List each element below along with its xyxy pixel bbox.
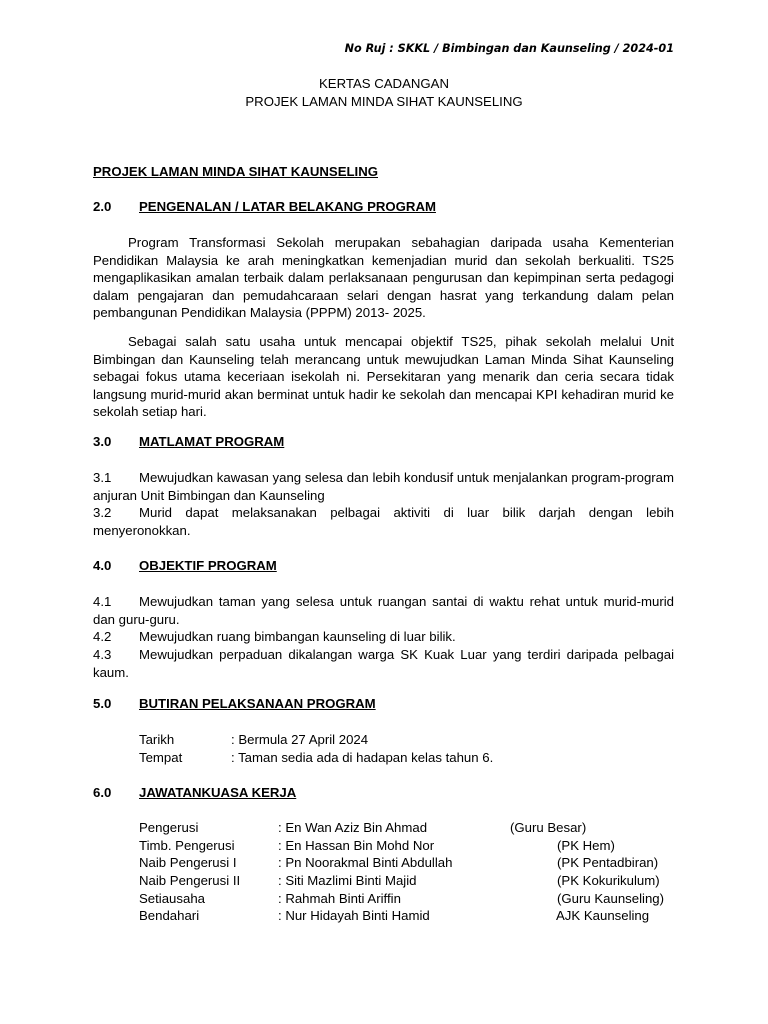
committee-role: Naib Pengerusi II xyxy=(139,873,241,888)
committee-row xyxy=(0,819,768,837)
section-heading xyxy=(93,558,674,573)
committee-row xyxy=(0,907,768,925)
item-number: 4.1 xyxy=(93,594,112,609)
section-heading xyxy=(93,434,674,449)
detail-value: : Taman sedia ada di hadapan kelas tahun 6. xyxy=(231,750,494,765)
committee-name: : En Hassan Bin Mohd Nor xyxy=(278,838,435,853)
item-number: 4.2 xyxy=(93,629,112,645)
section-heading xyxy=(93,785,674,800)
committee-post: (Guru Besar) xyxy=(510,820,587,835)
reference-number: No Ruj : SKKL / Bimbingan dan Kaunseling / 2024-01 xyxy=(344,42,674,55)
section-number: 3.0 xyxy=(93,434,112,449)
section-title: OBJEKTIF PROGRAM xyxy=(139,558,277,573)
section-heading xyxy=(93,696,674,711)
section-number: 2.0 xyxy=(93,199,112,214)
list-item xyxy=(93,469,674,504)
section-heading xyxy=(93,199,674,214)
section-title: MATLAMAT PROGRAM xyxy=(139,434,285,449)
committee-post: (PK Pentadbiran) xyxy=(557,855,659,870)
goal-list xyxy=(93,469,674,540)
committee-post: AJK Kaunseling xyxy=(556,908,650,923)
detail-value: : Bermula 27 April 2024 xyxy=(231,732,369,747)
detail-label: Tarikh xyxy=(139,732,175,747)
item-text: Mewujudkan kawasan yang selesa dan lebih kondusif untuk menjalankan program-program anjuran Unit Bimbingan dan Kaunseling xyxy=(93,470,674,503)
committee-role: Timb. Pengerusi xyxy=(139,838,235,853)
section-title: BUTIRAN PELAKSANAAN PROGRAM xyxy=(139,696,376,711)
committee-row xyxy=(0,872,768,890)
committee-name: : Pn Noorakmal Binti Abdullah xyxy=(278,855,453,870)
paragraph-text: Program Transformasi Sekolah merupakan sebahagian daripada usaha Kementerian Pendidikan Malaysia ke arah meningkatkan kemenjadian murid dan sekolah berkualiti. TS25 mengaplikasikan amalan terbaik dalam perlaksanaan pengurusan dan kepimpinan serta pedagogi dalam pengajaran dan pemudahcaraan selari dengan hasrat yang terkandung dalam pelan pembangunan Pendidikan Malaysia (PPPM) 2013- 2025. xyxy=(93,235,674,321)
section-number: 6.0 xyxy=(93,785,112,800)
paragraph-text: Sebagai salah satu usaha untuk mencapai objektif TS25, pihak sekolah melalui Unit Bimbingan dan Kaunseling telah merancang untuk mewujudkan Laman Minda Sihat Kaunseling sebagai fokus utama keceriaan isekolah ni. Persekitaran yang menarik dan ceria secara tidak langsung murid-murid akan berminat untuk hadir ke sekolah dan mencapai KPI kehadiran murid ke sekolah setiap hari. xyxy=(93,334,674,420)
item-number: 3.1 xyxy=(93,470,112,485)
section-title: JAWATANKUASA KERJA xyxy=(139,785,297,800)
detail-label: Tempat xyxy=(139,750,183,765)
committee-name: : Nur Hidayah Binti Hamid xyxy=(278,908,430,923)
list-item xyxy=(93,593,674,628)
project-heading: PROJEK LAMAN MINDA SIHAT KAUNSELING xyxy=(93,164,378,179)
document-subtitle: PROJEK LAMAN MINDA SIHAT KAUNSELING xyxy=(245,94,523,109)
item-number: 4.3 xyxy=(93,647,112,663)
item-text: Mewujudkan perpaduan dikalangan warga SK Kuak Luar yang terdiri daripada pelbagai kaum. xyxy=(93,647,674,680)
list-item xyxy=(93,646,674,681)
committee-role: Bendahari xyxy=(139,908,200,923)
item-number: 3.2 xyxy=(93,505,112,521)
committee-name: : Siti Mazlimi Binti Majid xyxy=(278,873,417,888)
committee-post: (PK Kokurikulum) xyxy=(557,873,660,888)
committee-post: (PK Hem) xyxy=(557,838,615,853)
committee-row xyxy=(0,837,768,855)
section-title: PENGENALAN / LATAR BELAKANG PROGRAM xyxy=(139,199,436,214)
committee-role: Setiausaha xyxy=(139,891,205,906)
paragraph xyxy=(93,234,674,322)
item-text: Mewujudkan ruang bimbangan kaunseling di luar bilik. xyxy=(139,629,456,645)
committee-row xyxy=(0,890,768,908)
list-item xyxy=(93,628,674,646)
detail-row-date xyxy=(0,731,768,749)
committee-role: Pengerusi xyxy=(139,820,199,835)
committee-name: : En Wan Aziz Bin Ahmad xyxy=(278,820,428,835)
committee-role: Naib Pengerusi I xyxy=(139,855,237,870)
section-number: 4.0 xyxy=(93,558,112,573)
paragraph xyxy=(93,333,674,421)
detail-row-place xyxy=(0,749,768,767)
list-item xyxy=(93,504,674,539)
document-title: KERTAS CADANGAN xyxy=(319,76,449,91)
committee-row xyxy=(0,854,768,872)
item-text: Murid dapat melaksanakan pelbagai aktiviti di luar bilik darjah dengan lebih menyeronokkan. xyxy=(93,505,674,539)
item-text: Mewujudkan taman yang selesa untuk ruangan santai di waktu rehat untuk murid-murid dan guru-guru. xyxy=(93,594,674,627)
committee-post: (Guru Kaunseling) xyxy=(557,891,665,906)
section-number: 5.0 xyxy=(93,696,112,711)
objective-list xyxy=(93,593,674,682)
committee-name: : Rahmah Binti Ariffin xyxy=(278,891,401,906)
